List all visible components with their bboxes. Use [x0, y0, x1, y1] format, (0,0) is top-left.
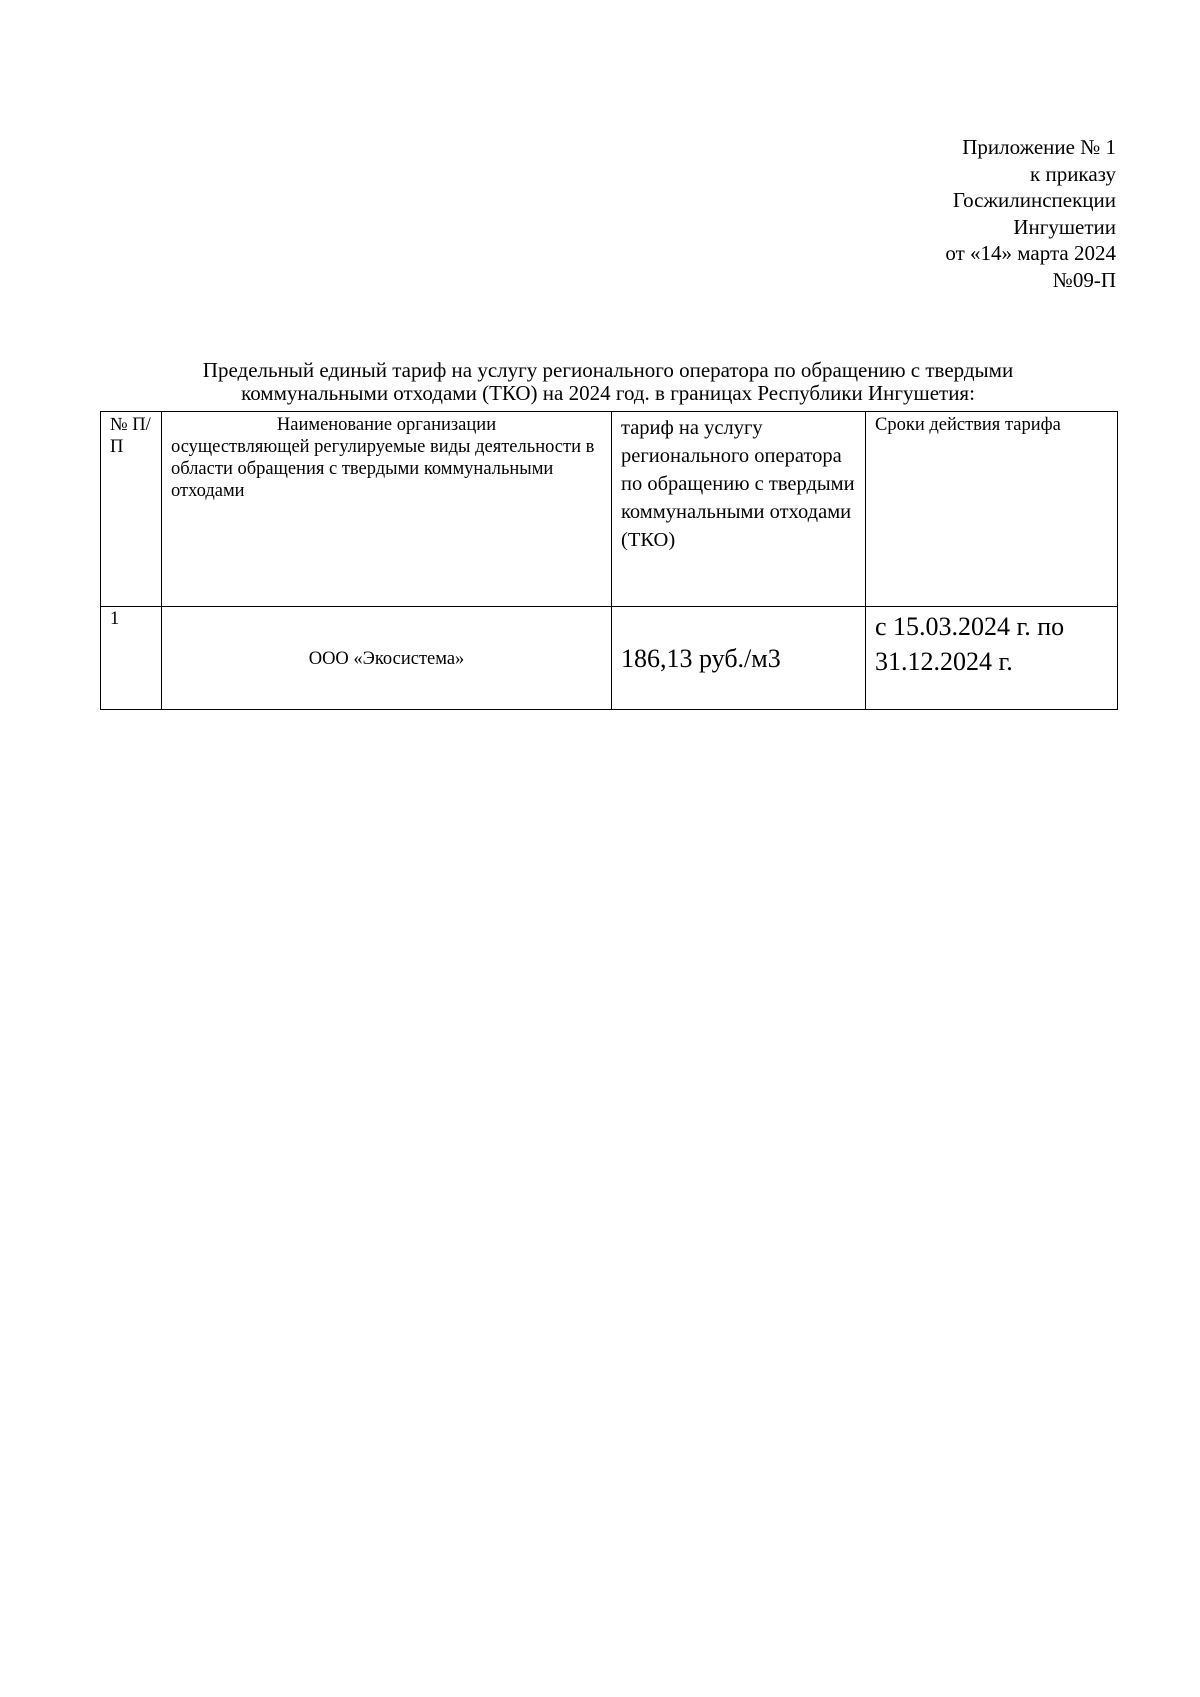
header-tariff: тариф на услугу регионального оператора по обращению с твердыми коммунальными отходами (ТКО) [621, 417, 855, 551]
appendix-line: Приложение № 1 [962, 135, 1116, 159]
row-num: 1 [110, 609, 120, 629]
appendix-line: к приказу [1030, 161, 1116, 186]
document-title-line-2: коммунальными отходами (ТКО) на 2024 год. в границах Республики Ингушетия: [241, 380, 975, 405]
header-num: № П/П [110, 415, 151, 457]
appendix-block [945, 134, 1116, 293]
table-header-row [101, 412, 1118, 607]
appendix-line: от «14» марта 2024 [945, 241, 1116, 265]
appendix-line: Госжилинспекции [952, 188, 1116, 212]
header-tariff-cell [612, 412, 866, 607]
document-title [100, 359, 1116, 404]
row-period-cell [866, 607, 1118, 710]
tariff-table [100, 411, 1118, 710]
header-num-cell [101, 412, 162, 607]
row-num-cell [101, 607, 162, 710]
header-org-cell [162, 412, 612, 607]
document-title-line-1: Предельный единый тариф на услугу регионального оператора по обращению с твердыми [202, 358, 1014, 382]
appendix-line: №09-П [1052, 267, 1116, 292]
row-period-value: с 15.03.2024 г. по 31.12.2024 г. [875, 612, 1065, 676]
row-tariff-value: 186,13 руб./м3 [621, 644, 781, 673]
header-org-description: осуществляющей регулируемые виды деятельности в области обращения с твердыми коммунальными отходами [171, 437, 595, 501]
appendix-line: Ингушетии [1013, 214, 1116, 239]
header-org-title: Наименование организации [276, 415, 497, 435]
table-row [101, 607, 1118, 710]
row-org-cell [162, 607, 612, 710]
header-period: Сроки действия тарифа [875, 415, 1061, 435]
header-period-cell [866, 412, 1118, 607]
row-org-name: ООО «Экосистема» [308, 648, 465, 669]
row-tariff-cell [612, 607, 866, 710]
